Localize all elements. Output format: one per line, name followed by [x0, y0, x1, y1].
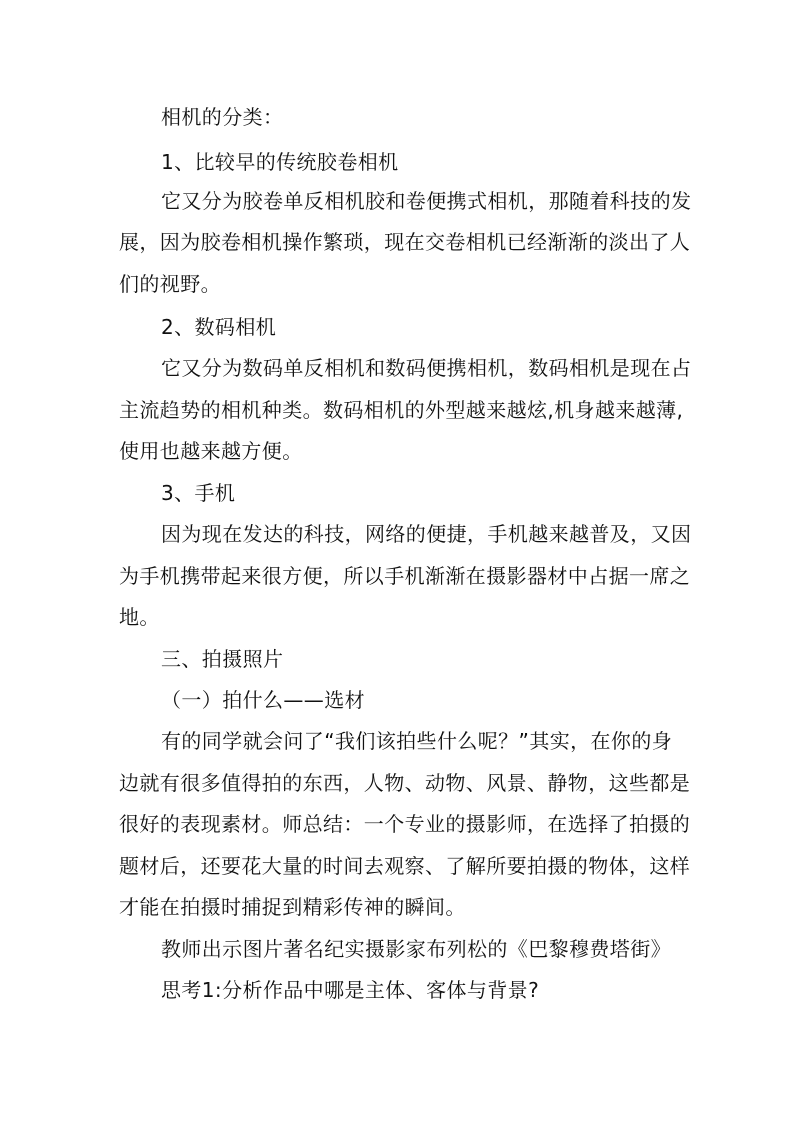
text-line: 很好的表现素材。师总结：一个专业的摄影师，在选择了拍摄的 [119, 812, 691, 836]
text-line: 教师出示图片著名纪实摄影家布列松的《巴黎穆费塔街》 [161, 937, 671, 961]
text-line: 它又分为胶卷单反相机胶和卷便携式相机，那随着科技的发 [161, 189, 692, 213]
text-line: 它又分为数码单反相机和数码便携相机，数码相机是现在占 [161, 356, 692, 380]
subsection-heading-subject: （一）拍什么——选材 [161, 688, 365, 712]
text-line: 们的视野。 [119, 272, 221, 296]
section-heading-shooting: 三、拍摄照片 [161, 647, 284, 671]
text-line: 为手机携带起来很方便，所以手机渐渐在摄影器材中占据一席之 [119, 564, 691, 588]
text-line: 地。 [119, 605, 160, 629]
question-line: 思考1:分析作品中哪是主体、客体与背景? [161, 978, 540, 1002]
text-line: 使用也越来越方便。 [119, 439, 303, 463]
text-line: 题材后，还要花大量的时间去观察、了解所要拍摄的物体，这样 [119, 854, 691, 878]
heading-digital-camera: 2、数码相机 [161, 315, 277, 339]
text-line: 主流趋势的相机种类。数码相机的外型越来越炫,机身越来越薄, [119, 398, 684, 422]
text-line: 边就有很多值得拍的东西，人物、动物、风景、静物，这些都是 [119, 771, 691, 795]
heading-film-camera: 1、比较早的传统胶卷相机 [161, 150, 399, 174]
text-line: 有的同学就会问了“我们该拍些什么呢？”其实，在你的身 [161, 729, 673, 753]
text-line: 才能在拍摄时捕捉到精彩传神的瞬间。 [119, 895, 466, 919]
text-line: 因为现在发达的科技，网络的便捷，手机越来越普及，又因 [161, 522, 692, 546]
heading-phone: 3、手机 [161, 481, 236, 505]
text-line: 展，因为胶卷相机操作繁琐，现在交卷相机已经渐渐的淡出了人 [119, 230, 691, 254]
text-line: 相机的分类： [161, 105, 284, 129]
